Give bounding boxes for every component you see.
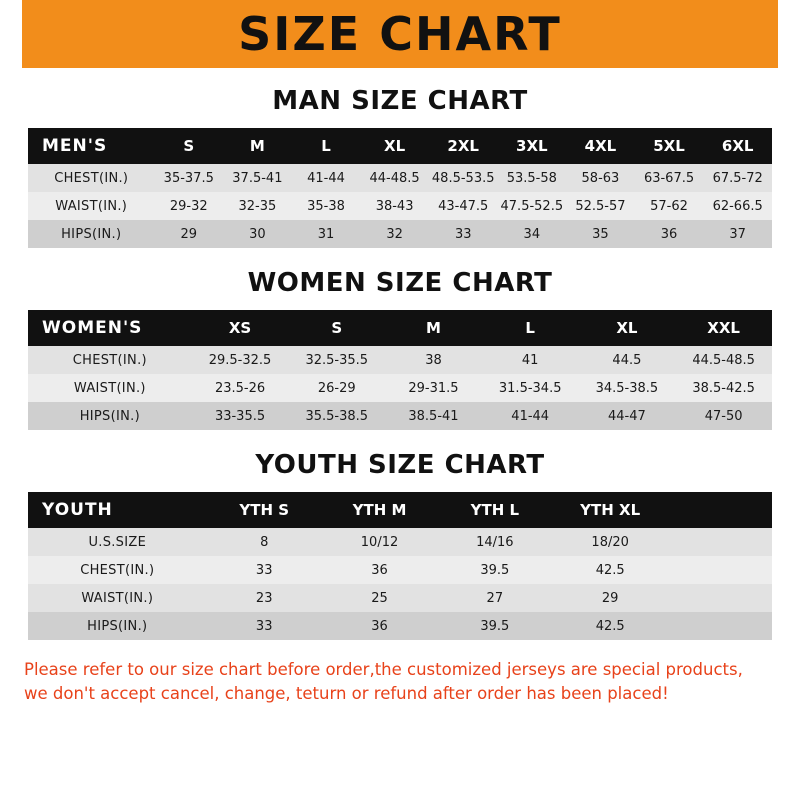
table-cell: 27 — [486, 590, 504, 606]
table-cell: 25 — [371, 590, 388, 606]
women-col-s: S — [331, 319, 343, 337]
table-cell: 23 — [255, 590, 273, 606]
table-cell: 14/16 — [476, 534, 514, 550]
youth-row-label-header: YOUTH — [42, 500, 113, 520]
table-cell: 58-63 — [581, 170, 620, 186]
man-table-header — [28, 128, 772, 164]
table-cell: 36 — [371, 618, 388, 634]
table-cell: 33 — [255, 618, 273, 634]
table-cell: 43-47.5 — [438, 198, 489, 214]
women-table-header — [28, 310, 772, 346]
table-cell: 42.5 — [595, 618, 625, 634]
women-col-xl: XL — [616, 319, 638, 337]
women-size-table — [28, 310, 772, 430]
table-row — [28, 220, 772, 248]
table-cell: 10/12 — [360, 534, 399, 550]
women-table-wrap — [28, 310, 772, 430]
table-cell: 37.5-41 — [232, 170, 283, 186]
youth-row-hips-label: HIPS(IN.) — [87, 618, 148, 634]
table-cell: 44.5 — [612, 352, 642, 368]
table-cell: 39.5 — [480, 562, 510, 578]
header-banner — [0, 0, 800, 68]
disclaimer-line-1: Please refer to our size chart before order,the customized jerseys are special products, — [24, 660, 743, 679]
table-cell: 47-50 — [704, 408, 743, 424]
page-title: SIZE CHART — [238, 7, 562, 61]
table-cell: 34.5-38.5 — [595, 380, 659, 396]
table-cell: 31 — [317, 226, 335, 242]
man-table-wrap — [28, 128, 772, 248]
table-cell: 38.5-42.5 — [692, 380, 755, 396]
table-row — [28, 584, 772, 612]
table-cell-empty — [668, 556, 772, 584]
table-cell: 29 — [601, 590, 619, 606]
man-col-6xl: 6XL — [721, 137, 754, 155]
youth-col-m: YTH M — [352, 501, 407, 519]
women-row-hips-label: HIPS(IN.) — [79, 408, 140, 424]
table-cell: 36 — [371, 562, 388, 578]
youth-size-table — [28, 492, 772, 640]
table-cell: 18/20 — [591, 534, 629, 550]
man-col-3xl: 3XL — [516, 137, 548, 155]
table-cell: 33 — [454, 226, 472, 242]
women-col-xs: XS — [228, 319, 252, 337]
table-cell: 38 — [425, 352, 442, 368]
table-cell-empty — [668, 612, 772, 640]
youth-row-ussize-label: U.S.SIZE — [88, 534, 147, 550]
table-cell: 63-67.5 — [643, 170, 695, 186]
man-size-table — [28, 128, 772, 248]
table-cell: 32-35 — [238, 198, 277, 214]
youth-table-body — [28, 528, 772, 640]
man-col-5xl: 5XL — [653, 137, 685, 155]
table-cell: 29.5-32.5 — [208, 352, 272, 368]
table-cell: 38.5-41 — [408, 408, 459, 424]
table-cell: 52.5-57 — [575, 198, 626, 214]
table-cell: 26-29 — [317, 380, 356, 396]
women-section-title: WOMEN SIZE CHART — [247, 268, 553, 298]
youth-col-xl: YTH XL — [580, 501, 641, 519]
table-cell: 32 — [386, 226, 403, 242]
table-cell: 36 — [660, 226, 678, 242]
table-cell: 29-31.5 — [408, 380, 459, 396]
women-col-xxl: XXL — [707, 319, 740, 337]
youth-col-l: YTH L — [470, 501, 520, 519]
table-header-row — [28, 492, 772, 528]
youth-row-waist-label: WAIST(IN.) — [81, 590, 154, 606]
youth-table-wrap — [28, 492, 772, 640]
table-cell: 48.5-53.5 — [431, 170, 495, 186]
women-row-chest-label: CHEST(IN.) — [72, 352, 147, 368]
banner-left-spacer — [0, 0, 22, 68]
table-cell: 47.5-52.5 — [500, 198, 564, 214]
table-row — [28, 402, 772, 430]
table-cell: 29 — [180, 226, 198, 242]
man-row-chest-label: CHEST(IN.) — [54, 170, 129, 186]
table-cell: 62-66.5 — [712, 198, 763, 214]
youth-row-chest-label: CHEST(IN.) — [80, 562, 155, 578]
table-cell: 35-38 — [307, 198, 345, 214]
table-cell: 41-44 — [307, 170, 345, 186]
table-header-row — [28, 310, 772, 346]
table-cell: 42.5 — [595, 562, 625, 578]
man-col-l: L — [321, 137, 331, 155]
table-row — [28, 164, 772, 192]
table-cell: 32.5-35.5 — [305, 352, 369, 368]
table-cell: 67.5-72 — [712, 170, 763, 186]
table-row — [28, 192, 772, 220]
table-cell: 8 — [260, 534, 269, 550]
table-row — [28, 528, 772, 556]
table-row — [28, 556, 772, 584]
table-row — [28, 374, 772, 402]
table-cell: 44-47 — [608, 408, 646, 424]
man-col-s: S — [183, 137, 195, 155]
table-cell-empty — [668, 528, 772, 556]
women-col-m: M — [426, 319, 441, 337]
youth-section-title: YOUTH SIZE CHART — [255, 450, 545, 480]
table-cell: 29-32 — [169, 198, 208, 214]
table-cell: 38-43 — [375, 198, 414, 214]
table-row — [28, 612, 772, 640]
man-col-xl: XL — [384, 137, 406, 155]
table-cell: 57-62 — [650, 198, 688, 214]
man-col-m: M — [249, 137, 265, 155]
man-col-4xl: 4XL — [584, 137, 617, 155]
table-cell: 33-35.5 — [214, 408, 266, 424]
table-cell: 34 — [523, 226, 541, 242]
youth-col-s: YTH S — [239, 501, 290, 519]
table-cell: 44-48.5 — [369, 170, 420, 186]
man-row-label-header: MEN'S — [42, 136, 108, 156]
table-cell: 30 — [249, 226, 266, 242]
table-cell: 33 — [255, 562, 273, 578]
table-header-row — [28, 128, 772, 164]
table-cell: 44.5-48.5 — [692, 352, 755, 368]
women-row-label-header: WOMEN'S — [42, 318, 143, 338]
table-cell: 39.5 — [480, 618, 510, 634]
man-table-body — [28, 164, 772, 248]
table-cell: 37 — [729, 226, 746, 242]
table-cell: 35 — [592, 226, 609, 242]
table-cell-empty — [668, 584, 772, 612]
women-table-body — [28, 346, 772, 430]
man-row-hips-label: HIPS(IN.) — [61, 226, 122, 242]
disclaimer-line-2: we don't accept cancel, change, teturn or refund after order has been placed! — [24, 683, 669, 703]
man-section-title: MAN SIZE CHART — [272, 86, 528, 116]
banner-right-spacer — [778, 0, 800, 68]
youth-table-header — [28, 492, 772, 528]
table-cell: 31.5-34.5 — [498, 380, 562, 396]
table-row — [28, 346, 772, 374]
man-col-2xl: 2XL — [447, 137, 479, 155]
youth-col-spacer — [668, 492, 772, 528]
table-cell: 41 — [521, 352, 539, 368]
table-cell: 35.5-38.5 — [305, 408, 369, 424]
table-cell: 23.5-26 — [214, 380, 266, 396]
disclaimer-note — [24, 658, 776, 706]
table-cell: 41-44 — [511, 408, 550, 424]
man-row-waist-label: WAIST(IN.) — [55, 198, 128, 214]
table-cell: 35-37.5 — [163, 170, 214, 186]
table-cell: 53.5-58 — [506, 170, 557, 186]
women-col-l: L — [525, 319, 535, 337]
women-row-waist-label: WAIST(IN.) — [73, 380, 146, 396]
